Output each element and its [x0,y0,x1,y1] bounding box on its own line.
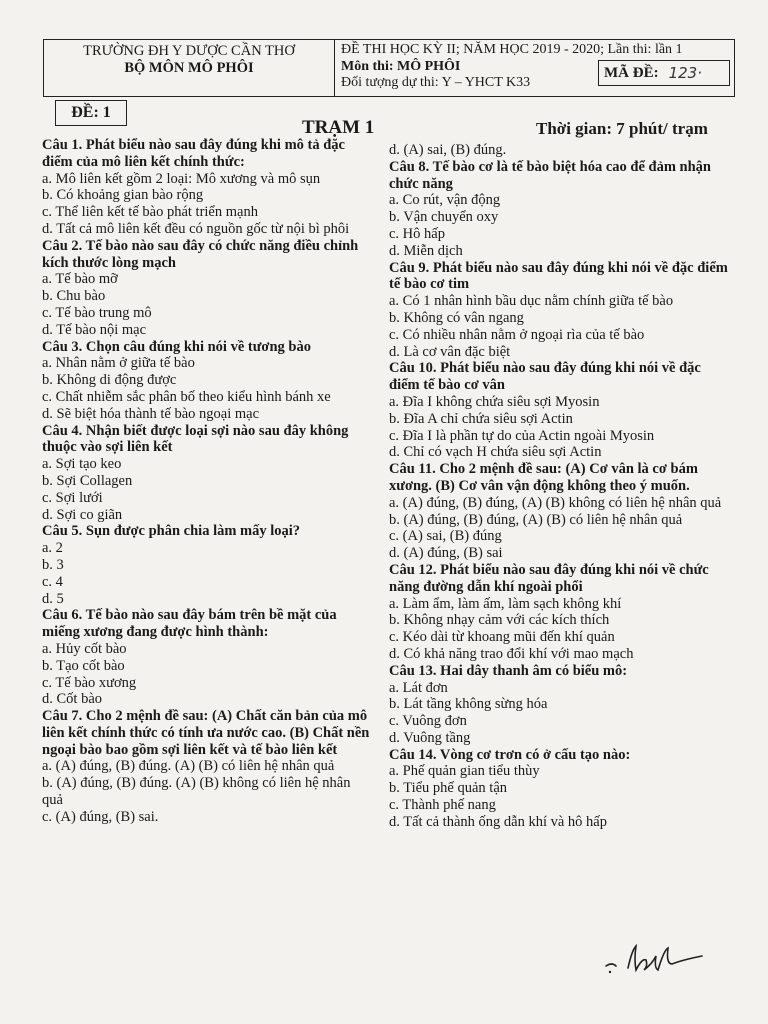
answer-option: c. Sợi lưới [42,489,103,506]
answer-option: d. (A) sai, (B) đúng. [389,142,507,158]
question-text: Câu 14. Vòng cơ trơn có ở cấu tạo nào: [389,746,631,763]
exam-header [43,39,735,97]
answer-option: b. (A) đúng, (B) đúng. (A) (B) không có liên hệ nhân quả [42,775,351,809]
answer-option: d. 5 [42,590,64,607]
school-name: TRƯỜNG ĐH Y DƯỢC CẦN THƠ [83,43,295,59]
answer-option: d. Miễn dịch [389,242,463,259]
answer-option: c. Tế bào xương [42,674,137,691]
answer-option: d. Chỉ có vạch H chứa siêu sợi Actin [389,444,602,461]
exam-code-box [598,60,730,86]
exam-code-value: 123· [668,63,702,82]
question-text: Câu 6. Tế bào nào sau đây bám trên bề mặt của miếng xương đang được hình thành: [42,607,337,641]
answer-option: b. Không có vân ngang [389,309,524,326]
answer-option: a. Hủy cốt bào [42,640,127,657]
answer-option: b. Sợi Collagen [42,472,133,489]
answer-option: d. Tế bào nội mạc [42,321,147,338]
answer-option: a. (A) đúng, (B) đúng, (A) (B) không có liên hệ nhân quả [389,494,722,511]
answer-option: a. Làm ẩm, làm ấm, làm sạch không khí [389,595,622,612]
question-text: Câu 13. Hai dây thanh âm có biểu mô: [389,662,628,679]
question-text: Câu 2. Tế bào nào sau đây có chức năng điều chỉnh kích thước lòng mạch [42,237,359,271]
time-limit: Thời gian: 7 phút/ trạm [536,119,708,138]
answer-option: a. Nhân nằm ở giữa tế bào [42,355,195,372]
question-text: Câu 1. Phát biểu nào sau đây đúng khi mô tả đặc điểm của mô liên kết chính thức: [42,137,345,170]
answer-option: b. Tạo cốt bào [42,657,125,674]
answer-option: d. Sẽ biệt hóa thành tế bào ngoại mạc [42,405,260,422]
answer-option: d. Vuông tầng [389,729,471,746]
answer-option: c. Đĩa I là phần tự do của Actin ngoài Myosin [389,427,655,444]
left-question-column [42,137,372,826]
station-title: TRẠM 1 [302,117,375,138]
question-text: Câu 5. Sụn được phân chia làm mấy loại? [42,523,301,540]
answer-option: d. Tất cả thành ống dẫn khí và hô hấp [389,813,607,830]
exam-subject: Môn thi: MÔ PHÔI [341,58,461,74]
answer-option: a. Lát đơn [389,679,448,696]
answer-option: c. Kéo dài từ khoang mũi đến khí quản [389,629,615,646]
question-text: Câu 7. Cho 2 mệnh đề sau: (A) Chất căn bản của mô liên kết chính thức có tính ưa nước cao. (B) Chất nền ngoại bào bao gồm sợi liên kết và tế bào liên kết [42,708,370,758]
answer-option: b. Tiểu phế quản tận [389,780,508,797]
question-text: Câu 11. Cho 2 mệnh đề sau: (A) Cơ vân là cơ bám xương. (B) Cơ vân vận động không theo ý muốn. [389,461,698,494]
answer-option: a. (A) đúng, (B) đúng. (A) (B) có liên hệ nhân quả [42,758,335,775]
answer-option: b. 3 [42,556,64,573]
answer-option: b. Có khoảng gian bào rộng [42,187,204,204]
answer-option: a. Tế bào mỡ [42,271,118,288]
question-text: Câu 10. Phát biểu nào sau đây đúng khi nói về đặc điểm tế bào cơ vân [389,360,701,394]
answer-option: d. Có khả năng trao đổi khí với mao mạch [389,645,634,662]
answer-option: a. Mô liên kết gồm 2 loại: Mô xương và mô sụn [42,170,321,187]
answer-option: c. (A) đúng, (B) sai. [42,808,159,825]
answer-option: d. Là cơ vân đặc biệt [389,343,511,360]
answer-option: c. Tế bào trung mô [42,304,152,321]
answer-option: b. Chu bào [42,288,106,305]
answer-option: c. Thành phế nang [389,797,496,814]
version-label: ĐỀ: 1 [55,100,127,126]
answer-option: b. Vận chuyển oxy [389,209,499,226]
answer-option: a. Co rút, vận động [389,192,501,209]
answer-option: c. Có nhiều nhân nằm ở ngoại rìa của tế bào [389,326,645,343]
answer-option: b. (A) đúng, (B) đúng, (A) (B) có liên hệ nhân quả [389,511,683,528]
question-text: Câu 12. Phát biểu nào sau đây đúng khi nói về chức năng đường dẫn khí ngoài phổi [389,561,709,595]
right-question-column [389,142,729,831]
answer-option: c. Thể liên kết tế bào phát triển mạnh [42,204,258,221]
answer-option: a. Phế quản gian tiểu thùy [389,763,540,780]
answer-option: c. Hô hấp [389,225,445,242]
answer-option: d. Sợi co giãn [42,506,123,523]
answer-option: b. Đĩa A chỉ chứa siêu sợi Actin [389,410,573,427]
answer-option: d. Cốt bào [42,691,103,708]
question-text: Câu 9. Phát biểu nào sau đây đúng khi nói về đặc điểm tế bào cơ tim [389,259,728,293]
answer-option: a. Có 1 nhân hình bầu dục nằm chính giữa tế bào [389,293,674,310]
answer-option: c. Chất nhiễm sắc phân bố theo kiểu hình bánh xe [42,388,331,405]
answer-option: b. Không di động được [42,372,177,389]
answer-option: b. Lát tầng không sừng hóa [389,696,548,713]
answer-option: d. Tất cả mô liên kết đều có nguồn gốc từ nội bì phôi [42,220,350,237]
answer-option: a. Sợi tạo keo [42,456,122,473]
answer-option: b. Không nhạy cảm với các kích thích [389,612,610,629]
answer-option: c. 4 [42,573,63,590]
exam-audience: Đối tượng dự thi: Y – YHCT K33 [341,75,531,90]
department-name: BỘ MÔN MÔ PHÔI [124,60,254,76]
answer-option: a. 2 [42,540,63,557]
exam-title: ĐỀ THI HỌC KỲ II; NĂM HỌC 2019 - 2020; Lần thi: lần 1 [341,42,683,57]
question-text: Câu 4. Nhận biết được loại sợi nào sau đây không thuộc vào sợi liên kết [42,422,349,456]
question-text: Câu 3. Chọn câu đúng khi nói về tương bào [42,338,311,355]
answer-option: a. Đĩa I không chứa siêu sợi Myosin [389,393,600,410]
answer-option: c. (A) sai, (B) đúng [389,528,502,545]
answer-option: c. Vuông đơn [389,713,467,730]
header-left [44,40,335,96]
handwritten-signature [598,938,718,978]
header-right [335,40,734,96]
exam-code-label: MÃ ĐỀ: [604,64,659,81]
answer-option: d. (A) đúng, (B) sai [389,545,503,562]
question-text: Câu 8. Tế bào cơ là tế bào biệt hóa cao để đảm nhận chức năng [389,158,711,192]
